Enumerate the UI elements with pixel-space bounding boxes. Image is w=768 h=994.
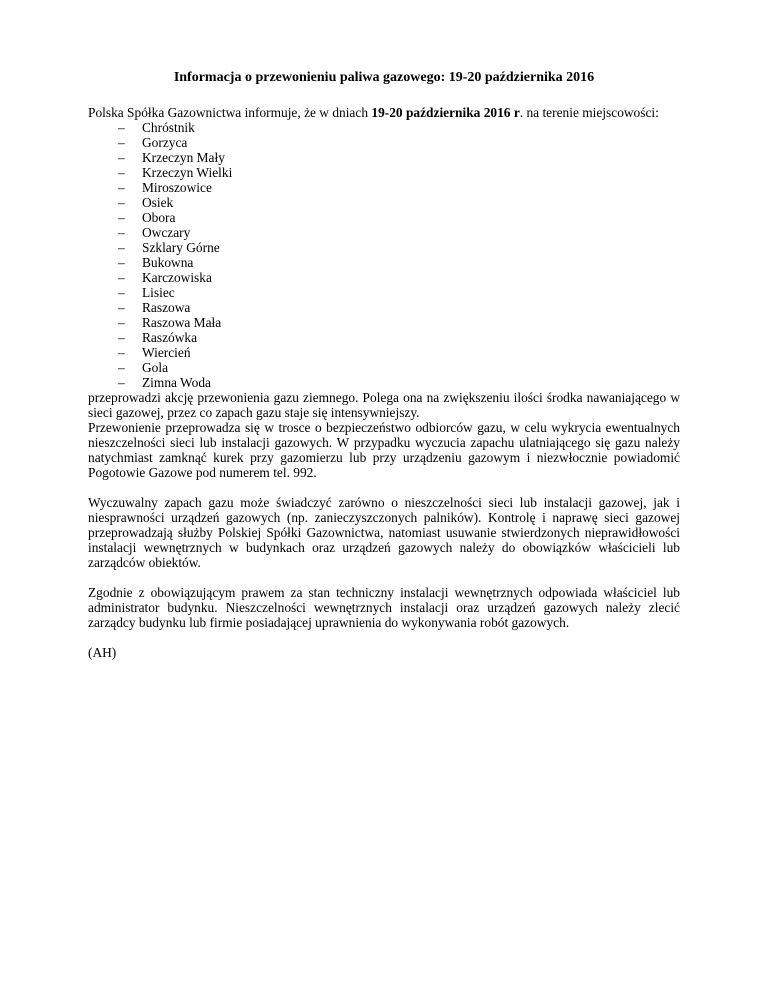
town-name: Chróstnik [142, 120, 195, 135]
dash-bullet: – [118, 300, 125, 315]
town-name: Karczowiska [142, 270, 212, 285]
town-list-item [118, 300, 680, 315]
dash-bullet: – [118, 135, 125, 150]
town-name: Miroszowice [142, 180, 212, 195]
dash-bullet: – [118, 330, 125, 345]
intro-paragraph [88, 105, 680, 120]
town-list-item [118, 120, 680, 135]
dash-bullet: – [118, 345, 125, 360]
paragraph-spacer [88, 480, 680, 495]
town-name: Gorzyca [142, 135, 188, 150]
dash-bullet: – [118, 165, 125, 180]
town-list [88, 120, 680, 390]
dash-bullet: – [118, 120, 125, 135]
dash-bullet: – [118, 240, 125, 255]
document-title: Informacja o przewonieniu paliwa gazowego: 19-20 października 2016 [173, 70, 595, 85]
town-name: Raszówka [142, 330, 198, 345]
town-name: Raszowa [142, 300, 191, 315]
paragraph-przewonienie: przeprowadzi akcję przewonienia gazu ziemnego. Polega ona na zwiększeniu ilości środka nawaniającego w sieci gazowej, przez co zapach gazu staje się intensywniejszy. [88, 390, 680, 420]
town-list-item [118, 225, 680, 240]
town-list-item [118, 345, 680, 360]
town-name: Szklary Górne [142, 240, 220, 255]
town-name: Osiek [142, 195, 174, 210]
town-name: Raszowa Mała [142, 315, 222, 330]
paragraph-spacer [88, 570, 680, 585]
town-name: Zimna Woda [142, 375, 211, 390]
town-name: Bukowna [142, 255, 194, 270]
intro-date: 19-20 października 2016 r [371, 105, 520, 120]
town-name: Krzeczyn Mały [142, 150, 225, 165]
town-list-item [118, 255, 680, 270]
dash-bullet: – [118, 375, 125, 390]
town-list-item [118, 375, 680, 390]
dash-bullet: – [118, 180, 125, 195]
dash-bullet: – [118, 210, 125, 225]
town-list-item [118, 150, 680, 165]
town-name: Krzeczyn Wielki [142, 165, 233, 180]
intro-text-after: . na terenie miejscowości: [519, 105, 659, 120]
town-list-item [118, 135, 680, 150]
intro-text-before: Polska Spółka Gazownictwa informuje, że w dniach [88, 105, 372, 120]
town-list-item [118, 330, 680, 345]
town-list-item [118, 315, 680, 330]
paragraph-zapach-gazu: Wyczuwalny zapach gazu może świadczyć zarówno o nieszczelności sieci lub instalacji gazowej, jak i niesprawności urządzeń gazowych (np. zanieczyszczonych palników). Kontrolę i naprawę sieci gazowej przeprowadzają służby Polskiej Spółki Gazownictwa, natomiast usuwanie stwierdzonych nieprawidłowości instalacji wewnętrznych w budynkach oraz urządzeń gazowych należy do obowiązków właścicieli lub zarządców obiektów. [88, 495, 680, 570]
dash-bullet: – [118, 150, 125, 165]
town-list-item [118, 270, 680, 285]
dash-bullet: – [118, 225, 125, 240]
town-name: Lisiec [142, 285, 175, 300]
town-name: Gola [142, 360, 169, 375]
town-list-item [118, 195, 680, 210]
paragraph-bezpieczenstwo: Przewonienie przeprowadza się w trosce o bezpieczeństwo odbiorców gazu, w celu wykrycia ewentualnych nieszczelności sieci lub instalacji gazowych. W przypadku wyczucia zapachu ulatniającego się gazu należy natychmiast zamknąć kurek przy gazomierzu lub przy urządzeniu gazowym i niezwłocznie powiadomić Pogotowie Gazowe pod numerem tel. 992. [88, 420, 680, 480]
document-page [88, 70, 680, 660]
dash-bullet: – [118, 195, 125, 210]
town-list-item [118, 180, 680, 195]
dash-bullet: – [118, 315, 125, 330]
dash-bullet: – [118, 270, 125, 285]
town-list-item [118, 285, 680, 300]
dash-bullet: – [118, 360, 125, 375]
dash-bullet: – [118, 255, 125, 270]
town-list-item [118, 240, 680, 255]
town-name: Owczary [142, 225, 191, 240]
paragraph-stan-techniczny: Zgodnie z obowiązującym prawem za stan techniczny instalacji wewnętrznych odpowiada właściciel lub administrator budynku. Nieszczelności wewnętrznych instalacji oraz urządzeń gazowych należy zlecić zarządcy budynku lub firmie posiadającej uprawnienia do wykonywania robót gazowych. [88, 585, 680, 630]
town-list-item [118, 165, 680, 180]
town-list-item [118, 210, 680, 225]
town-name: Obora [142, 210, 176, 225]
author-signature: (AH) [88, 645, 117, 660]
town-list-item [118, 360, 680, 375]
town-name: Wiercień [142, 345, 191, 360]
dash-bullet: – [118, 285, 125, 300]
